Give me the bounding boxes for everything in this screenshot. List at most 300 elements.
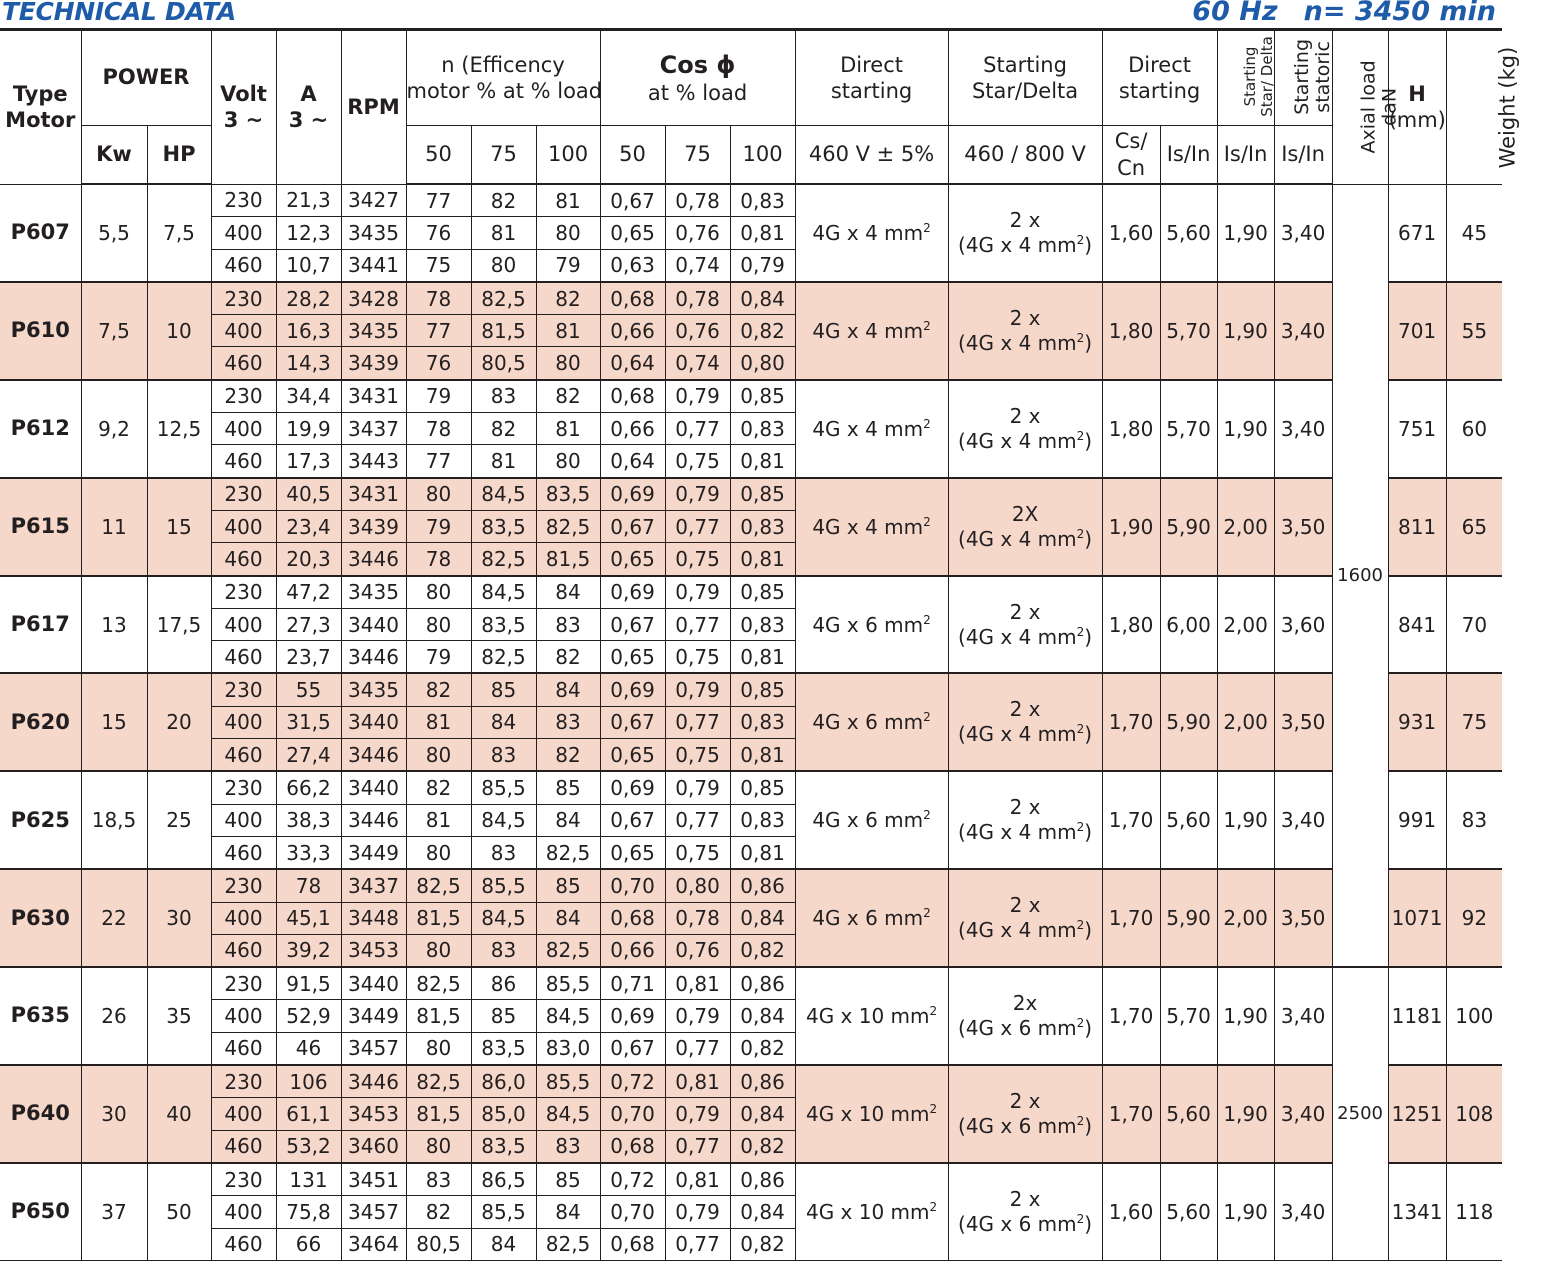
- cell-c75: 0,77: [665, 608, 730, 640]
- motor-type: P620: [0, 673, 81, 771]
- frequency-speed: [1192, 0, 1496, 27]
- cell-c75: 0,79: [665, 771, 730, 804]
- cell-volt: 400: [211, 804, 276, 836]
- cell-e100: 84: [536, 673, 600, 706]
- power-kw: 11: [81, 478, 147, 576]
- cell-amp: 55: [276, 673, 341, 706]
- cell-amp: 14,3: [276, 347, 341, 380]
- squared-mark: 2: [1076, 428, 1085, 443]
- cell-rpm: 3446: [341, 1065, 406, 1098]
- cell-c75: 0,75: [665, 641, 730, 674]
- power-hp: 10: [147, 282, 211, 380]
- is-in-direct: 5,60: [1160, 771, 1217, 869]
- squared-mark: 2: [923, 514, 931, 529]
- cell-c100: 0,83: [730, 184, 795, 217]
- col-rpm: RPM: [341, 30, 406, 185]
- cell-rpm: 3437: [341, 869, 406, 902]
- cell-c50: 0,68: [600, 902, 665, 934]
- cell-e75: 83: [471, 836, 536, 869]
- motor-type: P615: [0, 478, 81, 576]
- power-hp: 25: [147, 771, 211, 869]
- is-in-statoric: 3,40: [1274, 184, 1332, 282]
- cell-rpm: 3435: [341, 217, 406, 249]
- cell-amp: 33,3: [276, 836, 341, 869]
- close-paren: ): [1084, 722, 1093, 747]
- cell-e100: 85,5: [536, 1065, 600, 1098]
- cell-c100: 0,86: [730, 1065, 795, 1098]
- cell-c75: 0,75: [665, 445, 730, 478]
- close-paren: ): [1084, 624, 1093, 649]
- is-in-direct: 5,90: [1160, 869, 1217, 967]
- cell-e50: 82,5: [406, 869, 471, 902]
- cell-c50: 0,63: [600, 249, 665, 282]
- power-kw: 9,2: [81, 380, 147, 478]
- cell-c100: 0,82: [730, 934, 795, 967]
- is-in-statoric: 3,40: [1274, 282, 1332, 380]
- cell-c50: 0,67: [600, 1032, 665, 1065]
- cell-c75: 0,79: [665, 673, 730, 706]
- cell-rpm: 3464: [341, 1228, 406, 1260]
- cell-e100: 84: [536, 1196, 600, 1228]
- axial-load-value: 1600: [1332, 184, 1388, 967]
- close-paren: ): [1084, 1016, 1093, 1041]
- cell-e100: 84,5: [536, 1000, 600, 1032]
- cell-e100: 85: [536, 771, 600, 804]
- cell-c50: 0,67: [600, 804, 665, 836]
- is-in-direct: 5,70: [1160, 380, 1217, 478]
- is-in-star-delta: 2,00: [1217, 673, 1274, 771]
- cs-cn: 1,70: [1102, 967, 1160, 1065]
- cell-c50: 0,67: [600, 608, 665, 640]
- is-in-direct: 5,60: [1160, 1163, 1217, 1260]
- cell-c75: 0,75: [665, 739, 730, 772]
- cell-amp: 21,3: [276, 184, 341, 217]
- cell-e75: 82,5: [471, 282, 536, 315]
- cell-c75: 0,79: [665, 380, 730, 413]
- cell-rpm: 3439: [341, 510, 406, 542]
- cell-c50: 0,65: [600, 739, 665, 772]
- cell-e100: 83: [536, 706, 600, 738]
- cell-c100: 0,84: [730, 902, 795, 934]
- cell-c50: 0,65: [600, 217, 665, 249]
- table-row: [0, 869, 1502, 902]
- height-mm: 1251: [1388, 1065, 1446, 1163]
- cell-c50: 0,67: [600, 706, 665, 738]
- frequency-label: 60 Hz: [1192, 0, 1278, 27]
- col-volt-label: Volt: [220, 82, 267, 106]
- table-row: [0, 184, 1502, 217]
- page-title: TECHNICAL DATA: [2, 0, 236, 26]
- cell-volt: 460: [211, 836, 276, 869]
- cell-rpm: 3440: [341, 967, 406, 1000]
- col-ssd-line2: Star/ Delta: [1256, 36, 1275, 117]
- close-paren: ): [1084, 428, 1093, 453]
- cable-direct: [795, 576, 948, 674]
- is-in-statoric: 3,40: [1274, 1163, 1332, 1260]
- cell-volt: 460: [211, 1032, 276, 1065]
- is-in-star-delta: 2,00: [1217, 478, 1274, 576]
- is-in-statoric: 3,50: [1274, 869, 1332, 967]
- col-cs-cn: [1102, 126, 1160, 185]
- cell-c100: 0,81: [730, 445, 795, 478]
- squared-mark: 2: [929, 1101, 938, 1116]
- cs-cn: 1,60: [1102, 1163, 1160, 1260]
- cell-c75: 0,77: [665, 706, 730, 738]
- cell-volt: 230: [211, 478, 276, 511]
- cell-c75: 0,81: [665, 1065, 730, 1098]
- cell-rpm: 3448: [341, 902, 406, 934]
- cell-rpm: 3428: [341, 282, 406, 315]
- cell-c50: 0,69: [600, 771, 665, 804]
- cell-e100: 81: [536, 184, 600, 217]
- cell-amp: 20,3: [276, 543, 341, 576]
- cell-e100: 82,5: [536, 510, 600, 542]
- cell-c50: 0,68: [600, 282, 665, 315]
- cell-e75: 80,5: [471, 347, 536, 380]
- cell-rpm: 3453: [341, 934, 406, 967]
- motor-type: P617: [0, 576, 81, 674]
- cell-c75: 0,78: [665, 902, 730, 934]
- cell-e75: 84,5: [471, 478, 536, 511]
- cell-e75: 85,5: [471, 771, 536, 804]
- cell-c50: 0,65: [600, 836, 665, 869]
- cell-volt: 400: [211, 510, 276, 542]
- cs-cn: 1,70: [1102, 1065, 1160, 1163]
- cell-e50: 77: [406, 315, 471, 347]
- power-kw: 18,5: [81, 771, 147, 869]
- cable-direct: [795, 380, 948, 478]
- cell-volt: 230: [211, 380, 276, 413]
- cable-sd-line1: 2 x: [1009, 1186, 1041, 1211]
- cell-amp: 16,3: [276, 315, 341, 347]
- cs-cn: 1,90: [1102, 478, 1160, 576]
- cell-c100: 0,81: [730, 217, 795, 249]
- power-kw: 13: [81, 576, 147, 674]
- cell-amp: 27,4: [276, 739, 341, 772]
- cell-volt: 400: [211, 1196, 276, 1228]
- cell-e100: 80: [536, 217, 600, 249]
- cable-sd-line2: (4G x 4 mm: [958, 624, 1077, 649]
- col-axial-load: [1332, 30, 1401, 185]
- cell-amp: 52,9: [276, 1000, 341, 1032]
- weight-kg: 65: [1446, 478, 1502, 576]
- cable-direct-text: 4G x 4 mm: [812, 220, 924, 245]
- cell-volt: 400: [211, 608, 276, 640]
- height-mm: 671: [1388, 184, 1446, 282]
- is-in-statoric: 3,50: [1274, 673, 1332, 771]
- squared-mark: 2: [1076, 232, 1085, 247]
- cable-direct: [795, 1163, 948, 1260]
- cs-cn: 1,70: [1102, 771, 1160, 869]
- cell-c75: 0,79: [665, 478, 730, 511]
- cell-volt: 460: [211, 1228, 276, 1260]
- col-type-motor: [0, 30, 81, 185]
- close-paren: ): [1084, 330, 1093, 355]
- cell-volt: 230: [211, 869, 276, 902]
- squared-mark: 2: [923, 612, 931, 627]
- cell-c50: 0,69: [600, 478, 665, 511]
- cell-rpm: 3437: [341, 413, 406, 445]
- cable-direct: [795, 967, 948, 1065]
- cell-c100: 0,81: [730, 739, 795, 772]
- cell-rpm: 3446: [341, 804, 406, 836]
- height-mm: 811: [1388, 478, 1446, 576]
- cell-c75: 0,77: [665, 1032, 730, 1065]
- cell-e50: 80: [406, 934, 471, 967]
- cable-sd-line2: (4G x 4 mm: [958, 918, 1077, 943]
- cell-e75: 83,5: [471, 608, 536, 640]
- height-mm: 1071: [1388, 869, 1446, 967]
- col-ssd-line1: Starting: [1240, 46, 1259, 107]
- cell-e50: 80,5: [406, 1228, 471, 1260]
- is-in-direct: 5,60: [1160, 184, 1217, 282]
- cell-c75: 0,76: [665, 934, 730, 967]
- col-cos-line2: at % load: [647, 80, 748, 105]
- col-direct-starting: [795, 30, 948, 126]
- col-cosphi: [600, 30, 795, 126]
- cell-c50: 0,70: [600, 1098, 665, 1130]
- squared-mark: 2: [923, 808, 931, 823]
- cell-amp: 38,3: [276, 804, 341, 836]
- col-csd-line2: starting: [1118, 79, 1201, 103]
- height-mm: 1341: [1388, 1163, 1446, 1260]
- squared-mark: 2: [923, 710, 931, 725]
- is-in-statoric: 3,60: [1274, 576, 1332, 674]
- cable-direct-text: 4G x 10 mm: [805, 1199, 930, 1224]
- table-row: [0, 282, 1502, 315]
- cell-rpm: 3440: [341, 706, 406, 738]
- cell-e100: 83,5: [536, 478, 600, 511]
- table-row: [0, 673, 1502, 706]
- cell-volt: 460: [211, 347, 276, 380]
- cell-e50: 78: [406, 413, 471, 445]
- col-eff-50: 50: [406, 126, 471, 185]
- power-kw: 5,5: [81, 184, 147, 282]
- cell-e75: 84: [471, 706, 536, 738]
- squared-mark: 2: [1076, 918, 1085, 933]
- weight-kg: 60: [1446, 380, 1502, 478]
- cell-amp: 53,2: [276, 1130, 341, 1163]
- cell-rpm: 3440: [341, 771, 406, 804]
- cell-c50: 0,68: [600, 1228, 665, 1260]
- cell-e75: 81,5: [471, 315, 536, 347]
- cell-volt: 400: [211, 315, 276, 347]
- cell-c50: 0,66: [600, 315, 665, 347]
- cell-e50: 80: [406, 1130, 471, 1163]
- motor-type: P630: [0, 869, 81, 967]
- cs-cn: 1,80: [1102, 380, 1160, 478]
- is-in-star-delta: 1,90: [1217, 380, 1274, 478]
- cell-rpm: 3451: [341, 1163, 406, 1196]
- table-row: [0, 967, 1502, 1000]
- cell-rpm: 3431: [341, 478, 406, 511]
- cell-rpm: 3427: [341, 184, 406, 217]
- cell-volt: 400: [211, 706, 276, 738]
- cell-e75: 82: [471, 184, 536, 217]
- power-hp: 12,5: [147, 380, 211, 478]
- cell-rpm: 3443: [341, 445, 406, 478]
- power-hp: 7,5: [147, 184, 211, 282]
- cell-e50: 80: [406, 478, 471, 511]
- power-hp: 30: [147, 869, 211, 967]
- cable-star-delta: [948, 282, 1102, 380]
- col-is-in-direct: Is/In: [1160, 126, 1217, 185]
- cell-e50: 81,5: [406, 1000, 471, 1032]
- cell-e100: 84: [536, 804, 600, 836]
- is-in-star-delta: 2,00: [1217, 869, 1274, 967]
- squared-mark: 2: [923, 416, 931, 431]
- is-in-statoric: 3,40: [1274, 380, 1332, 478]
- cell-c100: 0,85: [730, 771, 795, 804]
- cell-e50: 82,5: [406, 1065, 471, 1098]
- cell-amp: 91,5: [276, 967, 341, 1000]
- motor-type: P612: [0, 380, 81, 478]
- cell-e100: 83: [536, 608, 600, 640]
- cell-volt: 400: [211, 413, 276, 445]
- cell-e50: 81,5: [406, 902, 471, 934]
- power-hp: 20: [147, 673, 211, 771]
- cell-e100: 82: [536, 739, 600, 772]
- cable-sd-line2: (4G x 6 mm: [958, 1113, 1077, 1138]
- cable-star-delta: [948, 771, 1102, 869]
- weight-kg: 75: [1446, 673, 1502, 771]
- cable-sd-line2: (4G x 4 mm: [958, 820, 1077, 845]
- cell-amp: 40,5: [276, 478, 341, 511]
- axial-load-value: 2500: [1332, 967, 1388, 1260]
- power-kw: 15: [81, 673, 147, 771]
- cell-volt: 230: [211, 282, 276, 315]
- cell-volt: 460: [211, 641, 276, 674]
- cell-amp: 61,1: [276, 1098, 341, 1130]
- cell-e100: 79: [536, 249, 600, 282]
- squared-mark: 2: [1076, 624, 1085, 639]
- cell-c50: 0,66: [600, 413, 665, 445]
- cell-c50: 0,70: [600, 869, 665, 902]
- cell-e75: 86: [471, 967, 536, 1000]
- col-efficiency: [406, 30, 603, 126]
- cable-sd-line2: (4G x 4 mm: [958, 526, 1077, 551]
- cell-e100: 82: [536, 282, 600, 315]
- cell-c75: 0,79: [665, 1098, 730, 1130]
- cell-c100: 0,81: [730, 641, 795, 674]
- col-axial-text: [1358, 60, 1400, 153]
- cell-volt: 230: [211, 1163, 276, 1196]
- weight-kg: 55: [1446, 282, 1502, 380]
- cell-amp: 75,8: [276, 1196, 341, 1228]
- cell-c75: 0,74: [665, 249, 730, 282]
- col-h-unit: (mm): [1388, 108, 1446, 133]
- power-hp: 40: [147, 1065, 211, 1163]
- cell-e50: 76: [406, 217, 471, 249]
- cell-c50: 0,71: [600, 967, 665, 1000]
- cable-star-delta: [948, 967, 1102, 1065]
- cell-e75: 85: [471, 1000, 536, 1032]
- cell-c50: 0,69: [600, 1000, 665, 1032]
- table-body: [0, 184, 1502, 1260]
- cable-sd-line1: 2x: [1012, 991, 1038, 1016]
- col-sst-line2: statoric: [1311, 41, 1334, 114]
- cell-rpm: 3457: [341, 1196, 406, 1228]
- col-hp: HP: [147, 126, 211, 185]
- cable-sd-line1: 2 x: [1009, 305, 1041, 330]
- col-axial-line2: daN: [1378, 87, 1401, 126]
- cell-volt: 400: [211, 1098, 276, 1130]
- cell-c75: 0,77: [665, 510, 730, 542]
- cell-e75: 81: [471, 445, 536, 478]
- cable-sd-line1: 2 x: [1009, 893, 1041, 918]
- cell-e75: 84,5: [471, 804, 536, 836]
- cell-e75: 85: [471, 673, 536, 706]
- speed-label: n= 3450 min: [1303, 0, 1496, 27]
- cell-c100: 0,84: [730, 1098, 795, 1130]
- cell-e100: 83,0: [536, 1032, 600, 1065]
- cell-rpm: 3435: [341, 315, 406, 347]
- cell-c50: 0,65: [600, 543, 665, 576]
- col-eff-100: 100: [536, 126, 600, 185]
- cell-c100: 0,82: [730, 315, 795, 347]
- col-cos-100: 100: [730, 126, 795, 185]
- cable-direct-text: 4G x 4 mm: [812, 514, 924, 539]
- cell-c100: 0,80: [730, 347, 795, 380]
- cell-amp: 28,2: [276, 282, 341, 315]
- col-starting-statoric: [1274, 30, 1332, 126]
- motor-type: P607: [0, 184, 81, 282]
- motor-type: P635: [0, 967, 81, 1065]
- motor-type: P625: [0, 771, 81, 869]
- cell-volt: 230: [211, 184, 276, 217]
- cell-c100: 0,85: [730, 576, 795, 609]
- table-row: [0, 1163, 1502, 1196]
- cell-e50: 82: [406, 771, 471, 804]
- cable-direct-text: 4G x 10 mm: [805, 1004, 930, 1029]
- cell-c100: 0,86: [730, 1163, 795, 1196]
- squared-mark: 2: [1076, 1016, 1085, 1031]
- cell-e100: 85: [536, 1163, 600, 1196]
- is-in-star-delta: 1,90: [1217, 184, 1274, 282]
- close-paren: ): [1084, 1113, 1093, 1138]
- is-in-statoric: 3,40: [1274, 1065, 1332, 1163]
- height-mm: 991: [1388, 771, 1446, 869]
- cable-direct: [795, 478, 948, 576]
- cs-cn: 1,80: [1102, 282, 1160, 380]
- col-type: Type: [12, 82, 68, 106]
- cell-e50: 75: [406, 249, 471, 282]
- cell-e75: 83: [471, 934, 536, 967]
- cell-e100: 85,5: [536, 967, 600, 1000]
- power-hp: 50: [147, 1163, 211, 1260]
- cell-rpm: 3457: [341, 1032, 406, 1065]
- cell-c50: 0,72: [600, 1065, 665, 1098]
- cable-sd-line1: 2 x: [1009, 599, 1041, 624]
- is-in-direct: 5,70: [1160, 282, 1217, 380]
- is-in-statoric: 3,40: [1274, 771, 1332, 869]
- is-in-direct: 5,90: [1160, 478, 1217, 576]
- height-mm: 1181: [1388, 967, 1446, 1065]
- cell-c100: 0,86: [730, 869, 795, 902]
- cell-c100: 0,83: [730, 608, 795, 640]
- cable-direct: [795, 673, 948, 771]
- cell-e50: 80: [406, 608, 471, 640]
- col-weight-text: Weight (kg): [1494, 46, 1519, 169]
- motor-type: P640: [0, 1065, 81, 1163]
- is-in-star-delta: 2,00: [1217, 576, 1274, 674]
- cell-amp: 106: [276, 1065, 341, 1098]
- squared-mark: 2: [923, 906, 931, 921]
- cell-e100: 81: [536, 315, 600, 347]
- table-row: [0, 771, 1502, 804]
- cell-c75: 0,77: [665, 804, 730, 836]
- cell-amp: 34,4: [276, 380, 341, 413]
